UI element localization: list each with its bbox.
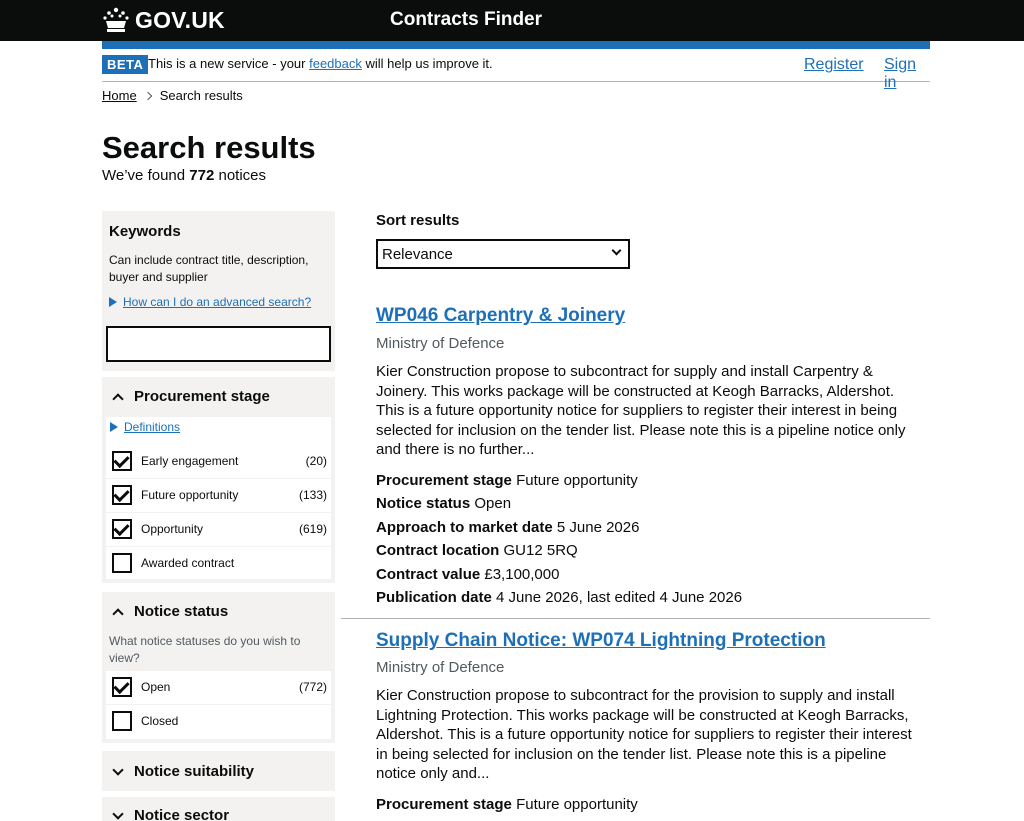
meta-label: Procurement stage [376, 472, 512, 489]
meta-value: Future opportunity [516, 796, 638, 813]
result-meta-row [376, 495, 511, 512]
phase-text-after: will help us improve it. [361, 56, 493, 71]
keywords-title: Keywords [109, 223, 181, 240]
feedback-link[interactable]: feedback [309, 56, 362, 71]
logo-text: GOV.UK [135, 6, 225, 33]
found-count: 772 [189, 167, 215, 184]
meta-label: Contract location [376, 542, 500, 559]
phase-text [148, 56, 493, 71]
result-buyer: Ministry of Defence [376, 659, 505, 676]
page-title: Search results [102, 130, 316, 165]
notice-status-toggle[interactable] [112, 603, 228, 620]
result-description: Kier Construction propose to subcontract for supply and install Carpentry & Joinery. This works package will be constructed at Keogh Barracks, Aldershot. This is a future opportunity notice for suppliers to register their interest in being selected for inclusion on the tender list. Please note this is a pipeline notice only and there is no further... [376, 363, 906, 458]
result-item [376, 305, 930, 615]
chevron-down-icon [112, 764, 123, 775]
checkbox[interactable] [112, 485, 132, 505]
procurement-stage-options [106, 417, 331, 579]
procurement-stage-title: Procurement stage [134, 388, 270, 405]
notice-sector-toggle[interactable] [112, 807, 229, 821]
checkbox[interactable] [112, 451, 132, 471]
result-title-link[interactable]: Supply Chain Notice: WP074 Lightning Protection [376, 630, 826, 651]
triangle-right-icon [110, 422, 118, 432]
result-item [376, 630, 930, 821]
definitions-toggle[interactable] [110, 420, 180, 434]
triangle-right-icon [109, 297, 117, 307]
notice-status-title: Notice status [134, 603, 229, 620]
status-option-open[interactable] [106, 671, 331, 705]
notice-status-panel [102, 592, 335, 743]
option-count: (20) [305, 454, 327, 468]
results-count [102, 167, 266, 184]
chevron-up-icon [112, 608, 123, 619]
keywords-hint: Can include contract title, description, buyer and supplier [109, 253, 309, 284]
site-header [0, 0, 1024, 41]
stage-option-opportunity[interactable] [106, 513, 331, 547]
option-label: Awarded contract [141, 556, 235, 570]
sign-in-link[interactable]: Sign in [884, 56, 917, 91]
option-label: Open [141, 680, 171, 694]
sort-selected-value: Relevance [382, 246, 453, 263]
service-name[interactable]: Contracts Finder [390, 9, 543, 30]
chevron-down-icon [612, 246, 622, 256]
meta-value: 4 June 2026, last edited 4 June 2026 [496, 589, 743, 606]
notice-suitability-panel [102, 751, 335, 791]
meta-value: Future opportunity [516, 472, 638, 489]
chevron-down-icon [112, 808, 123, 819]
checkbox[interactable] [112, 711, 132, 731]
chevron-up-icon [112, 393, 123, 404]
checkbox[interactable] [112, 677, 132, 697]
notice-sector-panel [102, 797, 335, 821]
meta-value: Open [474, 495, 512, 512]
notice-sector-title: Notice sector [134, 807, 230, 821]
definitions-link[interactable]: Definitions [124, 420, 181, 434]
stage-option-awarded-contract[interactable] [106, 547, 331, 581]
found-prefix: We’ve found [102, 167, 190, 184]
sort-label: Sort results [376, 212, 460, 229]
keywords-input[interactable] [106, 326, 331, 362]
keywords-panel [102, 211, 335, 371]
option-label: Future opportunity [141, 488, 239, 502]
status-option-closed[interactable] [106, 705, 331, 739]
meta-label: Contract value [376, 566, 481, 583]
phase-banner [102, 52, 930, 91]
checkbox[interactable] [112, 553, 132, 573]
chevron-right-icon [143, 91, 151, 99]
result-divider [341, 618, 930, 619]
meta-value: 5 June 2026 [556, 519, 640, 536]
stage-option-early-engagement[interactable] [106, 445, 331, 479]
result-meta-row [376, 542, 578, 559]
advanced-search-toggle[interactable] [109, 295, 311, 309]
option-label: Closed [141, 714, 179, 728]
phase-text-before: This is a new service - your [148, 56, 310, 71]
result-meta-row [376, 519, 639, 536]
procurement-stage-panel [102, 377, 335, 583]
header-accent-bar [102, 41, 930, 49]
crown-icon [102, 7, 130, 33]
option-label: Early engagement [141, 454, 239, 468]
procurement-stage-toggle[interactable] [112, 388, 270, 405]
option-count: (133) [298, 488, 327, 502]
meta-label: Approach to market date [376, 519, 553, 536]
result-meta-row [376, 472, 638, 489]
advanced-search-link[interactable]: How can I do an advanced search? [123, 295, 312, 309]
notice-suitability-title: Notice suitability [134, 763, 255, 780]
notice-status-options [106, 671, 331, 739]
result-meta-row [376, 796, 638, 813]
beta-tag: BETA [102, 55, 148, 74]
meta-value: GU12 5RQ [503, 542, 578, 559]
option-count: (772) [298, 680, 327, 694]
option-count: (619) [298, 522, 327, 536]
result-meta-row [376, 589, 742, 606]
meta-label: Procurement stage [376, 796, 512, 813]
govuk-logo[interactable] [102, 6, 225, 34]
notice-status-hint: What notice statuses do you wish to view? [109, 634, 301, 665]
notice-suitability-toggle[interactable] [112, 763, 254, 780]
option-label: Opportunity [141, 522, 204, 536]
breadcrumb-home[interactable]: Home [102, 88, 137, 103]
checkbox[interactable] [112, 519, 132, 539]
sort-select[interactable] [376, 239, 630, 269]
meta-label: Publication date [376, 589, 492, 606]
breadcrumb [102, 88, 243, 103]
meta-value: £3,100,000 [484, 566, 560, 583]
register-link[interactable]: Register [804, 56, 864, 73]
result-title-link[interactable]: WP046 Carpentry & Joinery [376, 305, 626, 326]
result-buyer: Ministry of Defence [376, 335, 505, 352]
found-suffix: notices [214, 167, 267, 184]
result-description: Kier Construction propose to subcontract for the provision to supply and install Lightning Protection. This works package will be constructed at Keogh Barracks, Aldershot. This is a future opportunity notice for suppliers to register their interest in being selected for inclusion on the tender list. Please note this is a pipeline notice only and... [376, 687, 912, 782]
breadcrumb-current: Search results [159, 88, 243, 103]
meta-label: Notice status [376, 495, 471, 512]
stage-option-future-opportunity[interactable] [106, 479, 331, 513]
result-meta-row [376, 566, 559, 583]
